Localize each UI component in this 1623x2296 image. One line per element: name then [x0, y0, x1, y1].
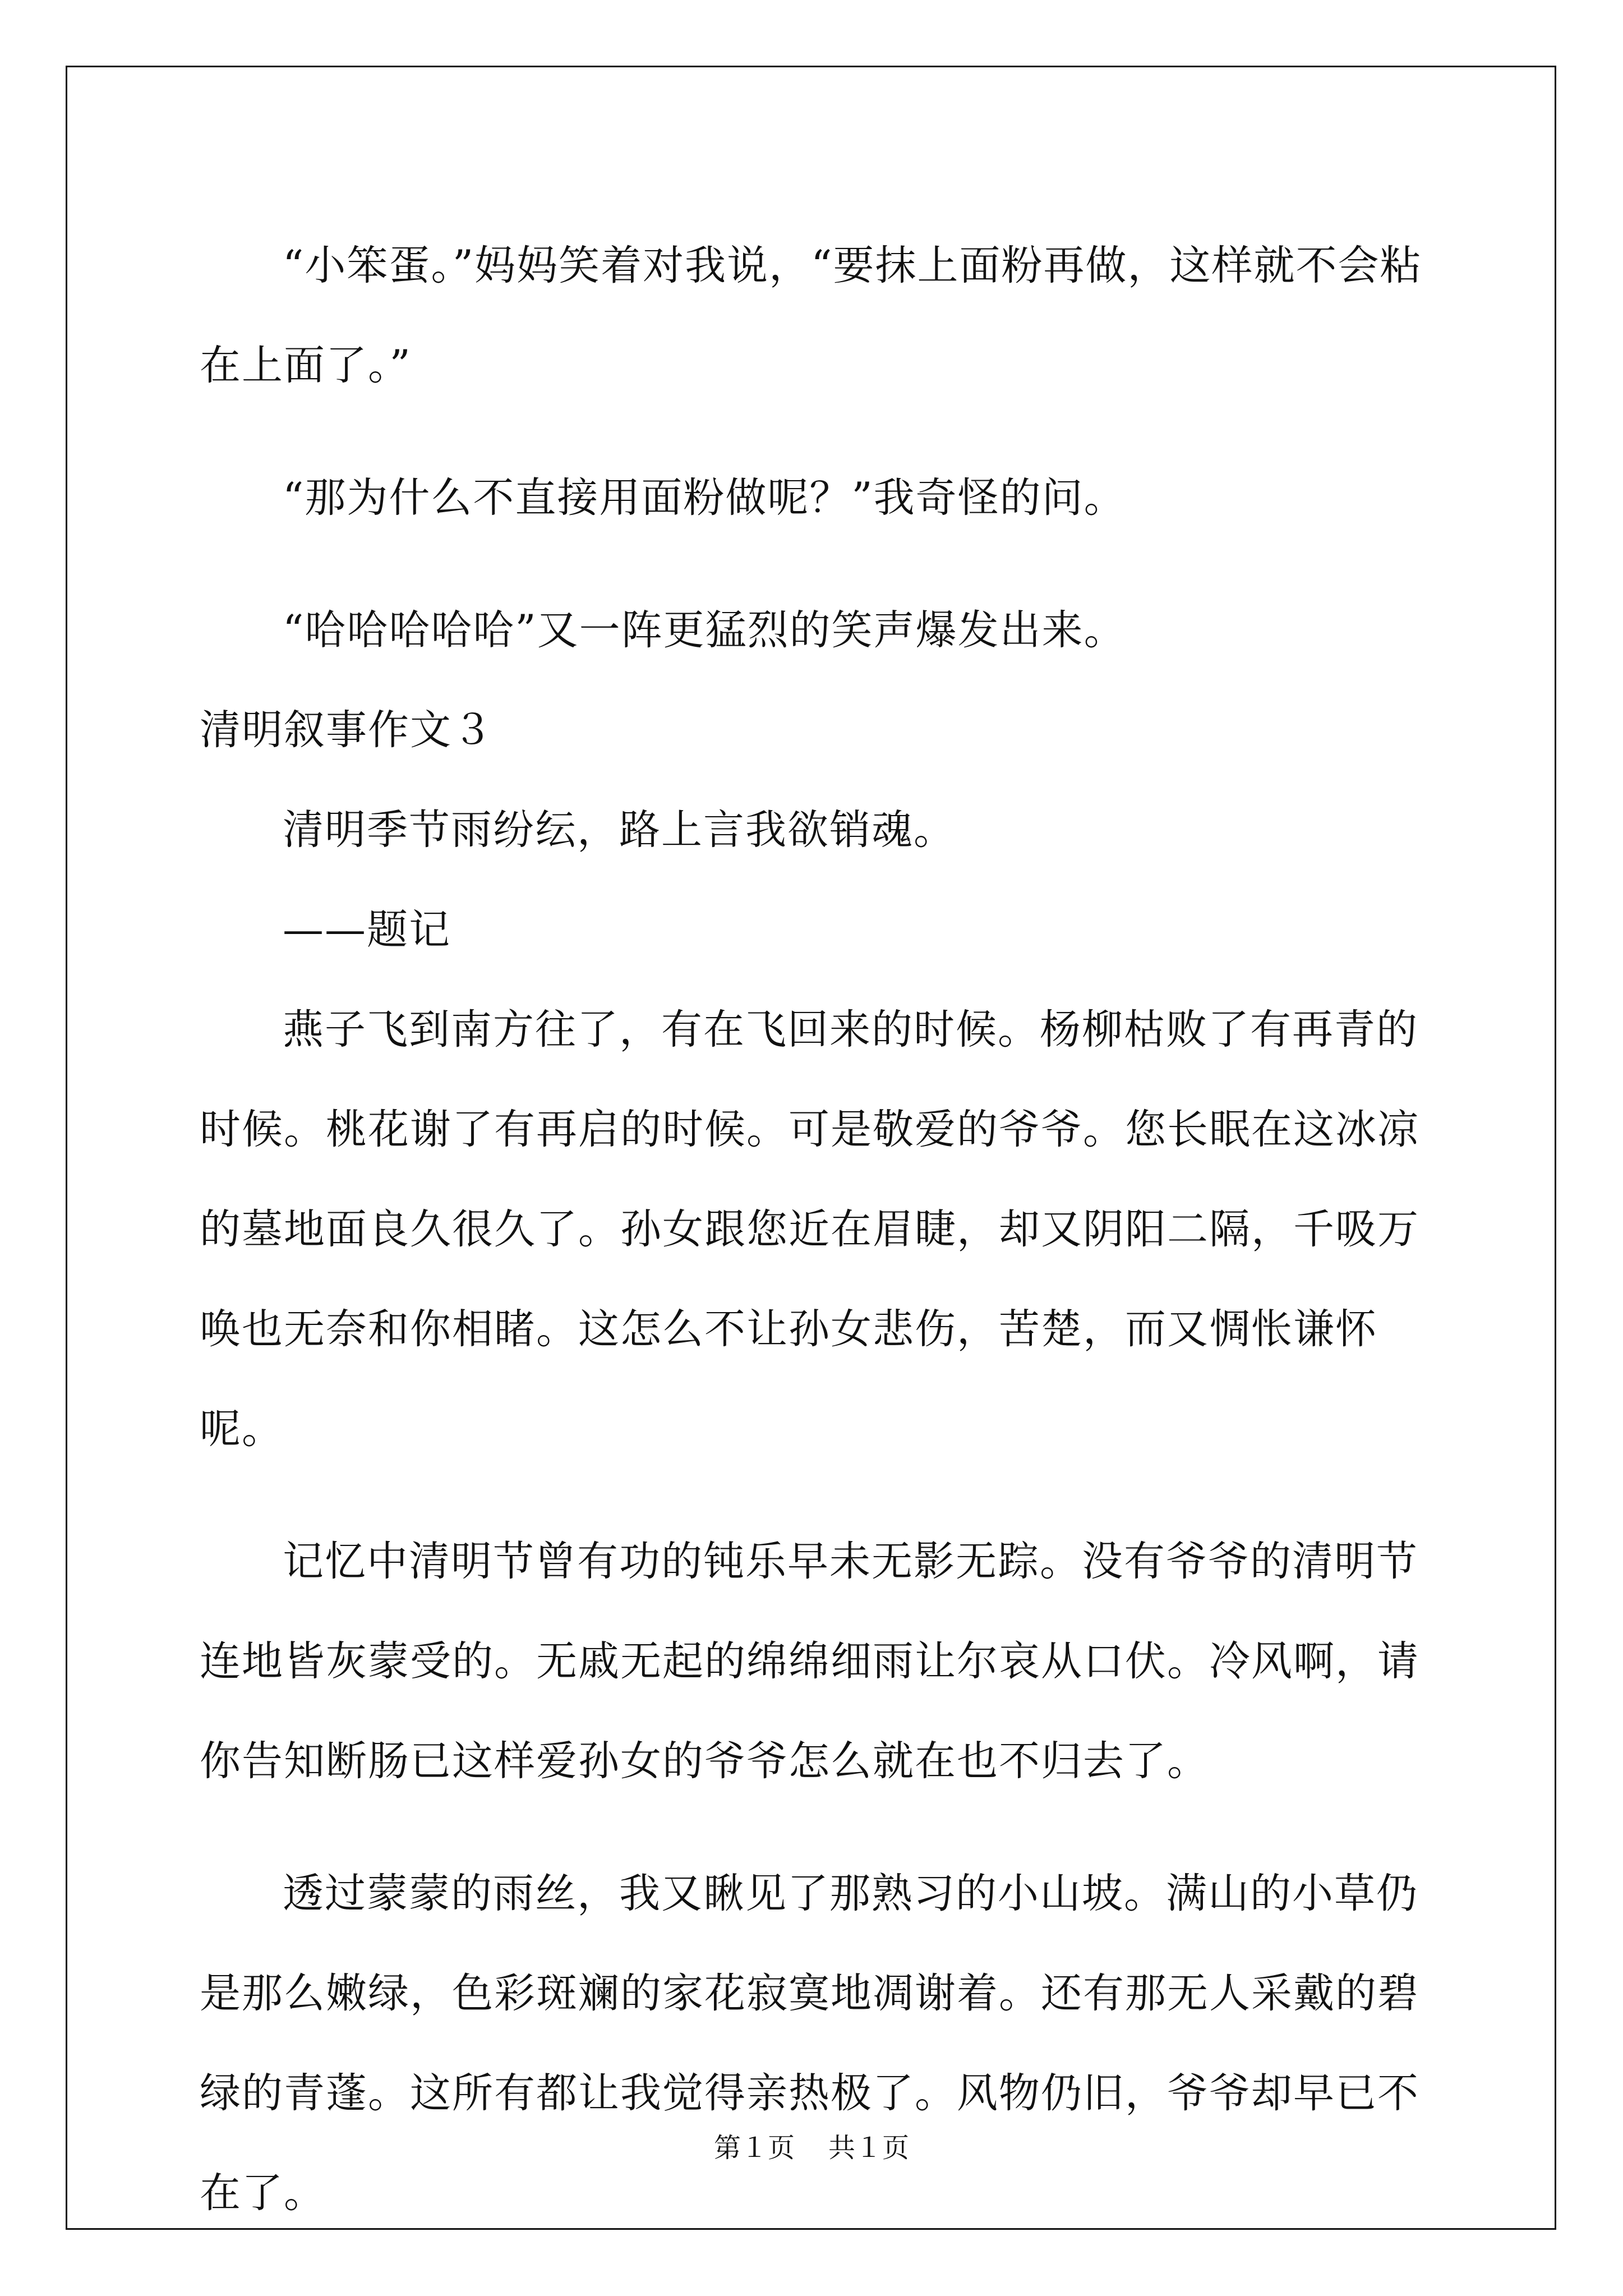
page-number: 第１页	[713, 2132, 795, 2164]
paragraph: 记忆中清明节曾有功的钝乐早未无影无踪。没有爷爷的清明节连地皆灰蒙受的。无戚无起的绵绵细雨让尔哀从口伏。冷风啊，请你告知断肠已这样爱孙女的爷爷怎么就在也不归去了。	[200, 1538, 1419, 1785]
paragraph: “哈哈哈哈哈”又一阵更猛烈的笑声爆发出来。	[283, 606, 1126, 654]
epigraph-attribution: ——题记	[283, 906, 451, 954]
page-footer	[0, 2126, 1623, 2165]
paragraph: “小笨蛋。”妈妈笑着对我说，“要抹上面粉再做，这样就不会粘在上面了。”	[200, 242, 1422, 389]
paragraph: 透过蒙蒙的雨丝，我又瞅见了那熟习的小山坡。满山的小草仍是那么嫩绿，色彩斑斓的家花寂寞地凋谢着。还有那无人采戴的碧绿的青蓬。这所有都让我觉得亲热极了。风物仍旧，爷爷却早已不在了。	[200, 1870, 1419, 2217]
paragraph: 燕子飞到南方往了，有在飞回来的时候。杨柳枯败了有再青的时候。桃花谢了有再启的时候。可是敬爱的爷爷。您长眠在这冰凉的墓地面良久很久了。孙女跟您近在眉睫，却又阴阳二隔，千吸万唤也无奈和你相睹。这怎么不让孙女悲伤，苦楚，而又惆怅谦怀呢。	[200, 1006, 1419, 1453]
page-total: 共１页	[828, 2132, 910, 2164]
document-body	[200, 216, 1445, 2276]
paragraph: “那为什么不直接用面粉做呢？”我奇怪的问。	[283, 474, 1126, 522]
epigraph: 清明季节雨纷纭，路上言我欲销魂。	[283, 806, 956, 854]
section-heading: 清明叙事作文３	[200, 706, 494, 754]
